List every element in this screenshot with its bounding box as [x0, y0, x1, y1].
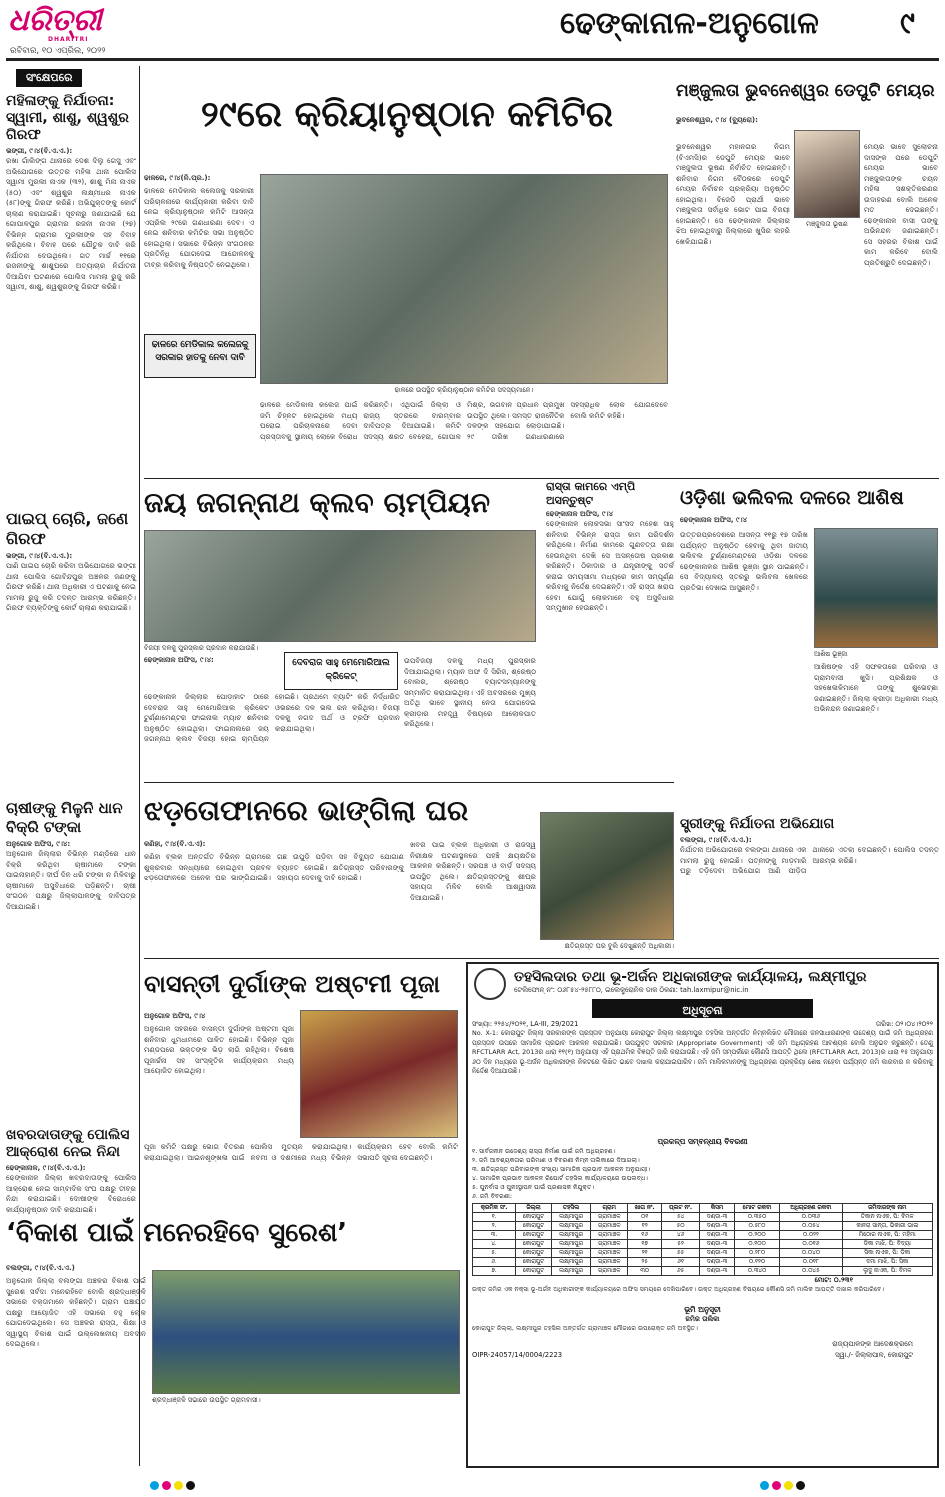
table-cell: ୦.୩୪୦ — [734, 1267, 779, 1276]
divider-2 — [144, 782, 674, 783]
brief-headline-1: ମହିଳାଙ୍କୁ ନିର୍ଯାତନା: ସ୍ୱାମୀ, ଶାଶୁ, ଶ୍ୱଶୁର ଗିରଫ — [6, 93, 129, 143]
table-cell: ୦.୨୦୦ — [734, 1231, 779, 1240]
table-cell: ୦.୦୧୬ — [780, 1240, 842, 1249]
table-cell: ୫. — [473, 1249, 516, 1258]
issue-date: ରବିବାର, ୧୦ ଏପ୍ରିଲ, ୨୦୨୨ — [10, 46, 106, 56]
land-schedule-text: କୋରାପୁଟ ଜିଲ୍ଲା, ଲକ୍ଷ୍ମୀପୁର ତହସିଲ ଅନ୍ତର୍ଗତ ଗ୍ରାମାଞ୍ଚଳ ମୌଜାରେ ଉପରୋକ୍ତ ଜମି ଅବସ୍ଥିତ। — [472, 1325, 698, 1332]
table-cell: ଦଣ୍ଡା-୩ — [700, 1267, 735, 1276]
table-cell: ଗ୍ରାମାଞ୍ଚଳ — [591, 1222, 628, 1231]
land-schedule-subtitle: ଜମିର ତାଲିକା — [685, 1315, 720, 1323]
notice-point: ୫. ପୁନର୍ବାସ ଓ ପୁନଃସ୍ଥାପନ ପାଇଁ ପ୍ରଶାସକ ନିଯୁକ୍ତ। — [472, 1184, 595, 1191]
table-header: ପ୍ଲଟ ନଂ. — [662, 1204, 700, 1213]
notice-points — [472, 1147, 933, 1201]
mayor-headline: ମଞ୍ଜୁଲତା ଭୁବନେଶ୍ୱର ଡେପୁଟି ମେୟର — [676, 81, 935, 101]
table-header: କ୍ରମିକ ସଂ. — [473, 1204, 516, 1213]
mayor-story — [676, 66, 939, 476]
notice-point: ୧. ସାର୍ବଜନୀନ ଉଦ୍ଦେଶ୍ୟ ରାସ୍ତା ନିର୍ମାଣ ପାଇଁ ଜମି ଅଧିଗ୍ରହଣ। — [472, 1148, 616, 1155]
table-cell: ଦଣ୍ଡା-୩ — [700, 1213, 735, 1222]
club-story — [144, 480, 540, 780]
table-cell: ୦.୦୨୨ — [780, 1231, 842, 1240]
government-notice — [466, 962, 939, 1468]
newspaper-logo: ଧରିତ୍ରୀ — [8, 3, 102, 38]
table-cell: ୦୧ — [628, 1213, 662, 1222]
masthead — [0, 0, 945, 62]
emblem-icon — [474, 968, 506, 1000]
storm-text-continued: ଖବର ପାଇ ବ୍ଲକ ଅଧିକାରୀ ଓ ରାଜସ୍ୱ ନିରୀକ୍ଷକ ଘଟଣାସ୍ଥଳରେ ପହଞ୍ଚି କ୍ଷୟକ୍ଷତିର ଆକଳନ କରିଛନ୍ତି। ସରପଞ୍ଚ ଓ ବାର୍ଡ଼ ସଦସ୍ୟ ଉପସ୍ଥିତ ଥିଲେ। କ୍ଷତିଗ୍ରସ୍ତଙ୍କୁ ଶୀଘ୍ର ସହାୟତା ମିଳିବ ବୋଲି ଆଶ୍ୱାସନା ଦିଆଯାଇଛି। — [410, 840, 536, 902]
notice-point: ୨. ଜମି ଆବଶ୍ୟକତାର ପରିମାଣ ଓ ବିବରଣୀ ନିମ୍ନ ତାଲିକାରେ ଦିଆଗଲା। — [472, 1157, 640, 1164]
table-cell: ଦମା ମାଝି, ପି: ସିକା — [842, 1258, 933, 1267]
club-text: ଢେଙ୍କାନାଳ ଜିଲ୍ଲାର ପୋଡ଼ାହାଟ ଠାରେ ଦେବରାଜ ସାହୁ ମେମୋରିଆଲ କ୍ରିକେଟ ଟୁର୍ଣ୍ଣାମେଣ୍ଟର ଫାଇନାଲ ମ୍ୟାଚ ଶନିବାର ଅନୁଷ୍ଠିତ ହୋଇଥିଲା। ଫାଇନାଲରେ ଜୟ ଜଗନ୍ନାଥ କ୍ଲବ ବିଜୟୀ ହୋଇ ଚାମ୍ପିୟନ ହୋଇଛି। ପ୍ରଥମେ ବ୍ୟାଟିଂ କରି ନିର୍ଦ୍ଧାରିତ ଓଭରରେ ଦଳ ଭଲ ରନ କରିଥିଲା। ବିଜୟୀ ଦଳକୁ ନଗଦ ଅର୍ଥ ଓ ଟ୍ରଫି ପ୍ରଦାନ କରାଯାଇଥିଲା। — [144, 692, 400, 743]
yellow-mark-icon — [784, 1481, 793, 1490]
table-cell: ୦.୦୩୬ — [780, 1213, 842, 1222]
mayor-text-continued: ମେୟର ଭାବେ ସୁଲୋଚନା ଦାସଙ୍କ ପରେ ଡେପୁଟି ମେୟର ଭାବେ ମଞ୍ଜୁଲତାଙ୍କ ଚୟନ ମହିଳା ସଶକ୍ତିକରଣର ଉଦାହରଣ ବୋଲି ଅନେକ ମତ ଦେଇଛନ୍ତି। ଢେଙ୍କାନାଳ ବାସୀ ତାଙ୍କୁ ଅଭିନନ୍ଦନ ଜଣାଇଛନ୍ତି। ସେ ସହରର ବିକାଶ ପାଇଁ କାମ କରିବେ ବୋଲି ପ୍ରତିଶ୍ରୁତି ଦେଇଛନ୍ତି। — [864, 142, 938, 267]
magenta-mark-icon — [772, 1481, 781, 1490]
table-header: ଜିଲ୍ଲା — [516, 1204, 552, 1213]
table-cell: କୋରାପୁଟ — [516, 1213, 552, 1222]
notice-date: ତାରିଖ: ୦୨।୦୪।୨୦୨୨ — [875, 1020, 933, 1028]
table-header: ଅଧିଗ୍ରହଣ ରକବା — [780, 1204, 842, 1213]
magenta-mark-icon — [162, 1481, 171, 1490]
club-dateline: ଢେଙ୍କାନାଳ ଅଫିସ, ୯।୪: — [144, 656, 214, 664]
durga-text-continued: ପୂଜା କମିଟି ପକ୍ଷରୁ ଭୋଗ ବିତରଣ କରାଯାଇଥିଲା। ଆଇନଶୃଙ୍ଖଳା ପାଇଁ ପୋଲିସ ମୁତୟନ କରାଯାଇଥିଲା। ନବମୀ ଓ ଦଶମୀରେ ମଧ୍ୟ ବିଭିନ୍ନ କାର୍ଯ୍ୟକ୍ରମ ହେବ ବୋଲି କମିଟି ସଭାପତି ସୂଚନା ଦେଇଛନ୍ତି। — [144, 1142, 458, 1162]
abuse-dateline: ବଲଙ୍ଗା, ୯।୪(ବି.ଏ.ଏ.): — [680, 836, 752, 844]
notice-point: ୩. କ୍ଷତିଗ୍ରସ୍ତ ପରିବାରଙ୍କ ସଂଖ୍ୟା ସାମାଜିକ ପ୍ରଭାବ ଆକଳନ ଅନୁଯାୟୀ। — [472, 1166, 651, 1173]
club-subheadline-box — [284, 652, 398, 690]
table-cell: ଗ୍ରାମାଞ୍ଚଳ — [591, 1258, 628, 1267]
mayor-caption: ମଞ୍ଜୁଲତା ଭୂଷଣ — [806, 220, 848, 228]
black-mark-icon — [186, 1481, 195, 1490]
table-cell: ୫୦ — [662, 1222, 700, 1231]
brief-headline-3: ଚାଷୀଙ୍କୁ ମିଳୁନି ଧାନ ବିକ୍ରି ଟଙ୍କା — [6, 799, 123, 836]
table-cell: ୬୧ — [662, 1258, 700, 1267]
notice-signatory-2: ସ୍ୱା./- ଜିଲ୍ଲାପାଳ, କୋରାପୁଟ — [835, 1351, 913, 1359]
table-header: ମୋଟ ରକବା — [734, 1204, 779, 1213]
table-cell: ଲୁଦୁ ନାଏକ, ପି: ବିମଳ — [842, 1267, 933, 1276]
suresh-photo — [152, 1270, 460, 1394]
cyan-mark-icon — [760, 1481, 769, 1490]
table-cell: ୪. — [473, 1240, 516, 1249]
brief-headline-2: ପାଇପ୍ ଚୋରି, ଜଣେ ଗିରଫ — [6, 509, 129, 548]
table-cell: ୨୫ — [628, 1258, 662, 1267]
table-cell: ଲକ୍ଷ୍ମୀପୁର — [551, 1258, 590, 1267]
table-cell: ୧୬ — [628, 1231, 662, 1240]
table-cell: ଗ୍ରାମାଞ୍ଚଳ — [591, 1231, 628, 1240]
table-cell: ୫୨ — [662, 1240, 700, 1249]
table-cell: ୦.୧୦୦ — [734, 1240, 779, 1249]
storm-photo — [540, 812, 674, 940]
brief-dateline-1: ଭଙ୍ଗୀ, ୯।୪(ବି.ଏ.ଏ.): — [6, 147, 73, 155]
color-registration-marks-right — [760, 1481, 805, 1491]
table-cell: ଦଣ୍ଡା-୩ — [700, 1258, 735, 1267]
table-cell: ମିଠୋର ନାଏକ, ପି: ମହିମା — [842, 1231, 933, 1240]
road-text: ଢେଙ୍କାନାଳ ଲୋକସଭା ସାଂସଦ ମହେଶ ସାହୁ ଶନିବାର ବିଭିନ୍ନ ରାସ୍ତା କାମ ପରିଦର୍ଶନ କରିଥିଲେ। ନିର୍ମାଣ କାମରେ ଗୁଣବତ୍ତା ରକ୍ଷା ହେଉନଥିବା ଦେଖି ସେ ଅସନ୍ତୋଷ ପ୍ରକାଶ କରିଛନ୍ତି। ଠିକାଦାର ଓ ଯନ୍ତ୍ରୀଙ୍କୁ ସତର୍କ କରାଇ ସମୟସୀମା ମଧ୍ୟରେ କାମ ସମ୍ପୂର୍ଣ୍ଣ କରିବାକୁ ନିର୍ଦ୍ଦେଶ ଦେଇଛନ୍ତି। ଏହି ରାସ୍ତା ଖରାପ ହେବା ଯୋଗୁଁ ଲୋକମାନେ ବହୁ ଅସୁବିଧାର ସମ୍ମୁଖୀନ ହେଉଛନ୍ତି। — [546, 519, 674, 612]
table-cell: ୩. — [473, 1231, 516, 1240]
abuse-text: ନିର୍ଯାତନା ଅଭିଯୋଗରେ ବଲଙ୍ଗା ଥାନାରେ ଏକ ମାମଲା ରୁଜୁ ହୋଇଛି। ପତ୍ନୀଙ୍କୁ ମାଡ଼ମାରି ଘରୁ ତଡ଼ିଦେବା ଅଭିଯୋଗ ଆଣି ପୀଡ଼ିତା ଥାନାରେ ଏତଲା ଦେଇଛନ୍ତି। ପୋଲିସ ତଦନ୍ତ ଆରମ୍ଭ କରିଛି। — [680, 845, 939, 875]
table-cell: ଦଣ୍ଡା-୩ — [700, 1240, 735, 1249]
suresh-headline: ‘ବିକାଶ ପାଇଁ ମନେରହିବେ ସୁରେଶ’ — [6, 1218, 348, 1248]
yellow-mark-icon — [174, 1481, 183, 1490]
color-registration-marks-left — [150, 1481, 195, 1491]
notice-office: ତହସିଲଦାର ତଥା ଭୂ-ଅର୍ଜନ ଅଧିକାରୀଙ୍କ କାର୍ଯ୍ୟାଳୟ, ଲକ୍ଷ୍ମୀପୁର — [514, 969, 867, 985]
storm-headline: ଝଡ଼ତୋଫାନରେ ଭାଙ୍ଗିଲା ଘର — [144, 794, 469, 827]
table-cell: ଡିକା ମାଝି, ପି: ବିଦ୍ୟା — [842, 1240, 933, 1249]
suresh-caption: ଶ୍ରଦ୍ଧାଞ୍ଜଳି ସଭାରେ ଉପସ୍ଥିତ ଗ୍ରାମବାସୀ। — [152, 1396, 261, 1404]
lead-text: ଢାଳରେ ମେଡିକାଲ କଲେଜକୁ ସରକାରୀ ପରିଚାଳନାରେ କାର୍ଯ୍ୟକାରୀ କରିବା ଦାବି ନେଇ କ୍ରିୟାନୁଷ୍ଠାନ କମିଟି ଆସନ୍ତା ଏପ୍ରିଲ ୨୯ରେ ଗଣଧାରଣା ଦେବ। ଏ ନେଇ ଶନିବାର କମିଟିର ସଭା ଅନୁଷ୍ଠିତ ହୋଇଥିଲା। ସଭାରେ ବିଭିନ୍ନ ସଂଗଠନର ପ୍ରତିନିଧି ଯୋଗଦେଇ ଆନ୍ଦୋଳନକୁ ତୀବ୍ର କରିବାକୁ ନିଷ୍ପତ୍ତି ନେଇଥିଲେ। — [144, 186, 254, 269]
table-header: ଗ୍ରାମ — [591, 1204, 628, 1213]
table-cell: ୦.୨୮୦ — [734, 1249, 779, 1258]
brief-dateline-3: ଅନୁଗୋଳ ଅଫିସ, ୯।୪: — [6, 840, 71, 848]
table-cell: ୦.୦୪୦ — [780, 1249, 842, 1258]
club-photo — [144, 530, 536, 642]
lead-subheadline: ଢାଳରେ ମେଡିକାଲ କଲେଜକୁ ସରକାର ହାତକୁ ନେବା ଦାବି — [151, 340, 249, 363]
abuse-story — [680, 814, 939, 954]
club-text-continued: ଉପବିଜୟୀ ଦଳକୁ ମଧ୍ୟ ପୁରସ୍କାର ଦିଆଯାଇଥିଲା। ମ୍ୟାନ ଅଫ ଦି ସିରିଜ, ଶ୍ରେଷ୍ଠ ବୋଲର, ଶ୍ରେଷ୍ଠ ବ୍ୟାଟସମ୍ୟାନଙ୍କୁ ସମ୍ମାନିତ କରାଯାଇଥିଲା। ଏହି ଅବସରରେ ମୁଖ୍ୟ ଅତିଥି ଭାବେ ସ୍ଥାନୀୟ ନେତା ଯୋଗଦେଇ କ୍ରୀଡ଼ାର ମହତ୍ତ୍ୱ ବିଷୟରେ ଆଲୋକପାତ କରିଥିଲେ। — [404, 656, 536, 728]
table-cell: କୋରାପୁଟ — [516, 1240, 552, 1249]
notice-footer-note: ଉକ୍ତ ଜମିର ଏକ ନକ୍ସା ଭୂ-ଅର୍ଜନ ଅଧିକାରୀଙ୍କ କାର୍ଯ୍ୟାଳୟରେ ଅଫିସ ସମୟରେ ଦେଖିପାରିବେ। ଉକ୍ତ ଅଧିଗ୍ରହଣ ବିଷୟରେ କୌଣସି ଜମି ମାଲିକ ଆପତ୍ତି ଦାଖଲ କରିପାରିବେ। — [472, 1286, 885, 1293]
volleyball-text: ଉତ୍ତରପ୍ରଦେଶରେ ଆସନ୍ତା ୧୧ରୁ ୧୭ ତାରିଖ ପର୍ଯ୍ୟନ୍ତ ଅନୁଷ୍ଠିତ ହେବାକୁ ଥିବା ଜାତୀୟ ଭଲିବଲ ଟୁର୍ଣ୍ଣାମେଣ୍ଟରେ ଓଡ଼ିଶା ଦଳରେ ଢେଙ୍କାନାଳର ଆଶିଷ ଭୂଞ୍ଜା ସ୍ଥାନ ପାଇଛନ୍ତି। ସେ ବିଦ୍ୟାଳୟ ସ୍ତରରୁ ଭଲିବଲ ଖେଳରେ ପ୍ରତିଭା ଦେଖାଇ ଆସୁଛନ୍ତି। — [680, 530, 808, 592]
notice-title-bar — [592, 999, 813, 1018]
storm-dateline: କଣିହା, ୯।୪(ବି.ଏ.ଏ): — [144, 840, 206, 848]
table-cell: ୬୫ — [662, 1267, 700, 1276]
table-header-row — [473, 1204, 933, 1213]
table-cell: ୦.୩୫୦ — [734, 1213, 779, 1222]
brief-text-1: ରଖା ଗାଁଲିଙ୍ଗ ଥାନାରେ ଦେଶ ଦିଲୁ ଗେସୁ ଏବଂ ଅଭିଯୋଗରେ ଉତ୍ତର ମହିଳା ଥାନା ପୋଲିସ ସ୍ୱାମୀ ମୁରଲୀ ନାଏକ (୩୨), ଶାଶୁ ମିନା ନାଏକ (୫୦) ଏବଂ ଶ୍ୱଶୁର ଲକ୍ଷ୍ମୀଧର ନାଏକ (୫୮)ଙ୍କୁ ଗିରଫ କରିଛି। ଅଭିଯୁକ୍ତଙ୍କୁ କୋର୍ଟ ଚାଲାଣ କରାଯାଇଛି। ସୂଚନାରୁ ଜଣାଯାଇଛି ଯେ ଗୋପାଳପୁର ଗ୍ରାମର ରଜନୀ ନାଏକ (୨୭) ବିଭିନ୍ନ ଗ୍ରାମର ମୁରଲୀଙ୍କ ସହ ବିବାହ କରିଥିଲେ। ବିବାହ ପରେ ଯୌତୁକ ଦାବି କରି ନିର୍ଯାତନା ଦେଉଥିଲେ। ଗତ ମାର୍ଚ୍ଚ ୧୧ରେ ରଜନୀଙ୍କୁ ଶାଶୁଘରେ ଅତ୍ୟାଚାର ନିର୍ଯାତନା ଦିଆଯିବା ଘଟଣାରେ ପୋଲିସ ମାମଲା ରୁଜୁ କରି ସ୍ୱାମୀ, ଶାଶୁ, ଶ୍ୱଶୁରଙ୍କୁ ଗିରଫ କରିଛି। — [6, 156, 136, 291]
table-cell: କୋରାପୁଟ — [516, 1231, 552, 1240]
table-cell: କୋରାପୁଟ — [516, 1249, 552, 1258]
table-cell: ଦଣ୍ଡା-୩ — [700, 1231, 735, 1240]
table-cell: ୧. — [473, 1213, 516, 1222]
divider-3 — [144, 958, 939, 959]
suresh-dateline: ବଲଙ୍ଗା, ୯।୪(ବି.ଏ.ଏ.) — [6, 1264, 75, 1272]
road-headline: ରାସ୍ତା କାମରେ ଏମ୍‌ପି ଅସନ୍ତୁଷ୍ଟ — [546, 480, 636, 507]
cyan-mark-icon — [150, 1481, 159, 1490]
table-header: ଖାତା ନଂ. — [628, 1204, 662, 1213]
table-cell: କୋରାପୁଟ — [516, 1267, 552, 1276]
divider-1 — [144, 478, 939, 479]
notice-body: No. X-1: କୋରାପୁଟ ଜିଲ୍ଲା ସରକାରଙ୍କ ପ୍ରସ୍ତାବ ଅନୁଯାୟୀ କୋରାପୁଟ ଜିଲ୍ଲା ଲକ୍ଷ୍ମୀପୁର ତହସିଲ ଅନ୍ତର୍ଗତ ନିମ୍ନଲିଖିତ ମୌଜାରେ ଜନସାଧାରଣଙ୍କ ଉଦ୍ଦେଶ୍ୟ ପାଇଁ ଜମି ଅଧିଗ୍ରହଣ ପ୍ରସ୍ତାବ ଉପରେ ସାମାଜିକ ପ୍ରଭାବ ଆକଳନ କରାଯାଇଛି। ଉପଯୁକ୍ତ ସରକାର (Appropriate Government) ଏହି ଜମି ଅଧିଗ୍ରହଣ ଆବଶ୍ୟକ ବୋଲି ଅନୁଭବ କରୁଛନ୍ତି। ତେଣୁ RFCTLARR Act, 2013ର ଧାରା ୧୧(୧) ଅନୁଯାୟୀ ଏହି ପ୍ରାଥମିକ ବିଜ୍ଞପ୍ତି ଜାରି କରାଯାଉଛି। ଏହି ଜମି ସମ୍ପର୍କରେ କୌଣସି ଆପତ୍ତି ଥିଲେ (RFCTLARR Act, 2013)ର ଧାରା ୧୫ ଅନୁଯାୟୀ ୬୦ ଦିନ ମଧ୍ୟରେ ଭୂ-ଅର୍ଜନ ଅଧିକାରୀଙ୍କ ନିକଟରେ ଲିଖିତ ଭାବେ ଦାଖଲ କରାଯାଇପାରିବ। ଜମି ମାଲିକମାନଙ୍କୁ ଅଧିଗ୍ରହଣ ପ୍ରକ୍ରିୟା ଶେଷ ନହେବା ପର୍ଯ୍ୟନ୍ତ ଜମି କାରବାର ନ କରିବାକୁ ନିର୍ଦ୍ଦେଶ ଦିଆଯାଉଛି। — [472, 1029, 933, 1076]
table-cell: ୧୭ — [628, 1240, 662, 1249]
table-cell: କାନରା ସାନ୍ତା, ଭିକାରୀ ଭାଇ — [842, 1222, 933, 1231]
suresh-story — [6, 1206, 462, 1468]
table-cell: ଲକ୍ଷ୍ମୀପୁର — [551, 1231, 590, 1240]
table-cell: କୋରାପୁଟ — [516, 1222, 552, 1231]
table-cell: ଗ୍ରାମାଞ୍ଚଳ — [591, 1240, 628, 1249]
notice-signatory: ରାଜ୍ୟପାଳଙ୍କ ଆଦେଶକ୍ରମେ — [832, 1340, 913, 1348]
land-schedule-title: ଭୂମି ଅନୁସୂଚୀ — [684, 1305, 721, 1314]
table-header: କିସମ — [700, 1204, 735, 1213]
table-row — [473, 1267, 933, 1276]
notice-contact: ଟେଲିଫୋନ୍ ନଂ: ୦୬୮୫୪-୨୫୮୮୦, ଇଲେକ୍ଟ୍ରୋନିକ ଡାକ ଠିକଣା: tah.laxmipur@nic.in — [514, 986, 749, 994]
brief-text-3: ଅନୁଗୋଳ ଜିଲ୍ଲାର ବିଭିନ୍ନ ମଣ୍ଡିରେ ଧାନ ବିକ୍ରି କରିଥିବା ଚାଷୀମାନେ ଟଙ୍କା ପାଇନାହାନ୍ତି। ଦୀର୍ଘ ଦିନ ଧରି ଟଙ୍କା ନ ମିଳିବାରୁ ଚାଷୀମାନେ ଅସୁବିଧାରେ ପଡ଼ିଛନ୍ତି। ଚାଷୀ ସଂଗଠନ ପକ୍ଷରୁ ଜିଲ୍ଲାପାଳଙ୍କୁ ଦାବିପତ୍ର ଦିଆଯାଇଛି। — [6, 849, 136, 911]
table-cell: ଲକ୍ଷ୍ମୀପୁର — [551, 1249, 590, 1258]
notice-point: ୬. ଜମି ବିବରଣୀ: — [472, 1193, 512, 1200]
notice-reference: ସଂଖ୍ୟା: ୨୨୫୪/୨୦୨୧, LA-III, 29/2021 — [472, 1020, 579, 1028]
table-cell: ଗ୍ରାମାଞ୍ଚଳ — [591, 1249, 628, 1258]
table-cell: ୦.୫୮୦ — [734, 1222, 779, 1231]
table-total: ମୋଟ: ୦.୨୩୧ — [814, 1276, 853, 1284]
durga-text: ଅନୁଗୋଳ ସହରରେ ବାସନ୍ତୀ ଦୁର୍ଗାଙ୍କ ଅଷ୍ଟମୀ ପୂଜା ଶନିବାର ଧୁମଧାମରେ ପାଳିତ ହୋଇଛି। ବିଭିନ୍ନ ପୂଜା ମଣ୍ଡପରେ ଭକ୍ତଙ୍କ ଭିଡ଼ ଲାଗି ରହିଥିଲା। ବିଶେଷ ପୂଜାର୍ଚ୍ଚନା ସହ ସାଂସ୍କୃତିକ କାର୍ଯ୍ୟକ୍ରମ ମଧ୍ୟ ଆୟୋଜିତ ହୋଇଥିଲା। — [144, 1024, 294, 1075]
table-row — [473, 1213, 933, 1222]
table-row — [473, 1258, 933, 1267]
brief-dateline-4: ଢେଙ୍କାନାଳ, ୯।୪(ବି.ଏ.ଏ.): — [6, 1164, 86, 1172]
table-row — [473, 1231, 933, 1240]
volleyball-headline: ଓଡ଼ିଶା ଭଲିବଲ ଦଳରେ ଆଶିଷ — [680, 487, 904, 509]
table-cell: ୦.୦୪୫ — [780, 1267, 842, 1276]
lead-headline: ୨୯ରେ କ୍ରିୟାନୁଷ୍ଠାନ କମିଟିର — [200, 94, 614, 135]
brief-text-4: ଢେଙ୍କାନାଳ ଜିଲ୍ଲା ଖବରଦାତାଙ୍କୁ ପୋଲିସ ଆକ୍ରୋଶ ନେଇ ସାମ୍ବାଦିକ ସଂଘ ପକ୍ଷରୁ ତୀବ୍ର ନିନ୍ଦା କରାଯାଇଛି। ଦୋଷୀଙ୍କ ବିରୋଧରେ କାର୍ଯ୍ୟାନୁଷ୍ଠାନ ଦାବି କରାଯାଇଛି। — [6, 1173, 136, 1214]
table-cell: ଲକ୍ଷ୍ମୀପୁର — [551, 1267, 590, 1276]
table-cell: ୬. — [473, 1258, 516, 1267]
abuse-headline: ସ୍ତ୍ରୀଙ୍କୁ ନିର୍ଯାତନା ଅଭିଯୋଗ — [680, 816, 835, 832]
page-number: ୯ — [900, 6, 915, 41]
table-cell: ୧୨ — [628, 1222, 662, 1231]
lead-photo — [260, 174, 668, 384]
table-row — [473, 1240, 933, 1249]
logo-subtitle: DHARITRI — [48, 36, 89, 43]
table-cell: ୭. — [473, 1267, 516, 1276]
road-story — [546, 480, 674, 780]
road-dateline: ଢେଙ୍କାନାଳ ଅଫିସ, ୯।୪ — [546, 510, 614, 518]
mayor-photo — [794, 130, 860, 218]
durga-photo — [300, 1010, 458, 1138]
durga-headline: ବାସନ୍ତୀ ଦୁର୍ଗାଙ୍କ ଅଷ୍ଟମୀ ପୂଜା — [144, 970, 440, 998]
club-subheadline: ଦେବରାଜ ସାହୁ ମେମୋରିଆଲ କ୍ରିକେଟ୍ — [292, 658, 390, 682]
table-cell: ଲକ୍ଷ୍ମୀପୁର — [551, 1213, 590, 1222]
volleyball-dateline: ଢେଙ୍କାନାଳ ଅଫିସ, ୯।୪ — [680, 516, 748, 524]
storm-text: କଣିହା ବ୍ଲକ ଅନ୍ତର୍ଗତ ବିଭିନ୍ନ ଗ୍ରାମରେ ଶୁକ୍ରବାର ସନ୍ଧ୍ୟାରେ ହୋଇଥିବା ପ୍ରବଳ ଝଡ଼ତୋଫାନରେ ଅନେକ ଘର ଭାଙ୍ଗିଯାଇଛି। ଗଛ ଉପୁଡ଼ି ପଡ଼ିବା ସହ ବିଦ୍ୟୁତ ଯୋଗାଣ ବ୍ୟାହତ ହୋଇଛି। କ୍ଷତିଗ୍ରସ୍ତ ପରିବାରଙ୍କୁ ସହାୟତା ଦେବାକୁ ଦାବି ହୋଇଛି। — [144, 852, 404, 882]
lead-story — [144, 66, 670, 476]
lead-text-continued: ଢାଳରେ ମେଡିକାଲ କଲେଜ ପାଇଁ ଜମି ଚିହ୍ନଟ ହୋଇଥିଲେ ମଧ୍ୟ ଘରୋଇ ପରିଚାଳନାରେ ଦେବା ପ୍ରସ୍ତାବକୁ ସ୍ଥାନୀୟ ଲୋକେ ବିରୋଧ କରିଛନ୍ତି। ଏଥିପାଇଁ ଜିଲ୍ଲା ଓ ରାଜ୍ୟ ସ୍ତରରେ ବାରମ୍ବାର ଦାବିପତ୍ର ଦିଆଯାଇଛି। କମିଟି ସଦସ୍ୟ ଶରତ ବେହେରା, ଗୋପାଳ ମିଶ୍ର, ଭଗବାନ ପ୍ରଧାନ ପ୍ରମୁଖ ଉପସ୍ଥିତ ଥିଲେ। ସମସ୍ତ ରାଜନୈତିକ ଦଳଙ୍କ ସହଯୋଗ ଲୋଡ଼ାଯାଇଛି। ୨୯ ତାରିଖ ଗଣଧାରଣାରେ ସହସ୍ରାଧିକ ଲୋକ ଯୋଗଦେବେ ବୋଲି କମିଟି କହିଛି। — [260, 400, 668, 441]
table-cell: ଦଣ୍ଡା-୩ — [700, 1249, 735, 1258]
storm-story — [144, 786, 676, 956]
notice-title: ଅଧିସୂଚନା — [682, 1004, 723, 1017]
brief-dateline-2: ଭଙ୍ଗୀ, ୯।୪(ବି.ଏ.ଏ.): — [6, 552, 73, 560]
table-cell: କୋରାପୁଟ — [516, 1258, 552, 1267]
land-table — [472, 1203, 933, 1276]
table-cell: ସିକା ନାଏକ, ପି: ଡିକା — [842, 1249, 933, 1258]
table-row — [473, 1249, 933, 1258]
black-mark-icon — [796, 1481, 805, 1490]
brief-text-2: ପାଣି ପାଇପ ଚୋରି କରିବା ଅଭିଯୋଗରେ ଭଙ୍ଗୀ ଥାନା ପୋଲିସ ଗୋବିନ୍ଦପୁର ଅଞ୍ଚଳର ଜଣଙ୍କୁ ଗିରଫ କରିଛି। ଥାନା ଅଧିକାରୀ ଏ ଘଟଣାକୁ ନେଇ ମାମଲା ରୁଜୁ କରି ତଦନ୍ତ ଆରମ୍ଭ କରିଛନ୍ତି। ଗିରଫ ବ୍ୟକ୍ତିଙ୍କୁ କୋର୍ଟ ଚାଲାଣ କରାଯାଇଛି। — [6, 561, 136, 612]
volleyball-caption: ଆଶିଷ ଭୂଞ୍ଜା — [814, 650, 848, 658]
table-header: ତହସିଲ — [551, 1204, 590, 1213]
table-cell: ୦.୦୧୮ — [780, 1258, 842, 1267]
lead-subheadline-box — [144, 334, 256, 378]
table-cell: ତିକାନ ନାଏକ, ପି: ବିମଳ — [842, 1213, 933, 1222]
masthead-rule — [6, 58, 939, 61]
table-cell: ଲକ୍ଷ୍ମୀପୁର — [551, 1240, 590, 1249]
volleyball-text-continued: ଆଶିଷଙ୍କ ଏହି ସଫଳତାରେ ପରିବାର ଓ ଗ୍ରାମବାସୀ ଖୁସି। ପ୍ରଶିକ୍ଷକ ଓ ସହଖେଳାଳିମାନେ ତାଙ୍କୁ ଶୁଭେଚ୍ଛା ଜଣାଇଛନ୍ତି। ଜିଲ୍ଲା କ୍ରୀଡ଼ା ଅଧିକାରୀ ମଧ୍ୟ ଅଭିନନ୍ଦନ ଜଣାଇଛନ୍ତି। — [814, 662, 938, 713]
volleyball-photo — [814, 528, 938, 648]
durga-dateline: ଅନୁଗୋଳ ଅଫିସ, ୯।୪ — [144, 1012, 206, 1020]
table-cell: ୦.୧୨୦ — [734, 1258, 779, 1267]
mayor-text: ଭୁବନେଶ୍ୱର ମହାନଗର ନିଗମ (ବିଏମସି)ର ଡେପୁଟି ମେୟର ଭାବେ ମଞ୍ଜୁଲତା ଭୂଷଣ ନିର୍ବାଚିତ ହୋଇଛନ୍ତି। ଶନିବାର ନିଗମ ବୈଠକରେ ଡେପୁଟି ମେୟର ନିର୍ବାଚନ ପ୍ରକ୍ରିୟା ଅନୁଷ୍ଠିତ ହୋଇଥିଲା। ବିଜେଡି ପ୍ରାର୍ଥୀ ଭାବେ ମଞ୍ଜୁଲତା ସର୍ବାଧିକ ଭୋଟ ପାଇ ବିଜୟୀ ହୋଇଛନ୍ତି। ସେ ଢେଙ୍କାନାଳ ଜିଲ୍ଲାର ଝିଅ ହୋଇଥିବାରୁ ଜିଲ୍ଲାରେ ଖୁସିର ଲହରି ଖେଳିଯାଇଛି। — [676, 142, 790, 246]
section-title: ଢେଙ୍କାନାଳ-ଅନୁଗୋଳ — [560, 6, 819, 41]
notice-purpose-title: ପ୍ରକଳ୍ପ ସମ୍ବନ୍ଧୀୟ ବିବରଣୀ — [657, 1137, 748, 1146]
notice-code: OIPR-24057/14/0004/2223 — [472, 1351, 563, 1359]
table-header: ଜମିଦାରଙ୍କ ନାମ — [842, 1204, 933, 1213]
suresh-text: ଅନୁଗୋଳ ଜିଲ୍ଲା ବଲଙ୍ଗା ଅଞ୍ଚଳର ବିକାଶ ପାଇଁ ସୁରେଶ ସର୍ବଦା ମନେରହିବେ ବୋଲି ଶ୍ରଦ୍ଧାଞ୍ଜଳି ସଭାରେ ବକ୍ତାମାନେ କହିଛନ୍ତି। ଗ୍ରାମ ପଞ୍ଚାୟତ ପକ୍ଷରୁ ଆୟୋଜିତ ଏହି ସଭାରେ ବହୁ ଲୋକ ଯୋଗଦେଇଥିଲେ। ସେ ଅଞ୍ଚଳର ରାସ୍ତା, ଶିକ୍ଷା ଓ ସ୍ୱାସ୍ଥ୍ୟ ବିକାଶ ପାଇଁ ଉଲ୍ଲେଖନୀୟ ଅବଦାନ ଦେଇଥିଲେ। — [6, 1276, 146, 1348]
table-cell: ୫୫ — [662, 1249, 700, 1258]
table-cell: ଗ୍ରାମାଞ୍ଚଳ — [591, 1267, 628, 1276]
table-row — [473, 1222, 933, 1231]
durga-story — [144, 962, 460, 1202]
mayor-dateline: ଭୁବନେଶ୍ୱର, ୯।୪ (ବ୍ୟୁରୋ): — [676, 116, 758, 124]
table-cell: ୨. — [473, 1222, 516, 1231]
table-cell: ୨୧ — [628, 1249, 662, 1258]
notice-point: ୪. ସାମାଜିକ ପ୍ରଭାବ ଆକଳନ ରିପୋର୍ଟ ତହସିଲ କାର୍ଯ୍ୟାଳୟରେ ଉପଲବ୍ଧ। — [472, 1175, 648, 1182]
table-cell: ଗ୍ରାମାଞ୍ଚଳ — [591, 1213, 628, 1222]
table-cell: ୦.୦୫୪ — [780, 1222, 842, 1231]
briefs-label: ସଂକ୍ଷେପରେ — [16, 69, 82, 87]
lead-dateline: ଢାଳରେ, ୯।୪(ନି.ପ୍ର.): — [144, 174, 211, 182]
club-headline: ଜୟ ଜଗନ୍ନାଥ କ୍ଲବ ଚାମ୍ପିୟନ — [144, 486, 491, 519]
brief-headline-4: ଖବରଦାତାଙ୍କୁ ପୋଲିସ ଆକ୍ରୋଶ ନେଇ ନିନ୍ଦା — [6, 1127, 130, 1160]
table-cell: ୪୬ — [662, 1231, 700, 1240]
storm-caption: କ୍ଷତିଗ୍ରସ୍ତ ଘର ବୁଲି ଦେଖୁଛନ୍ତି ଅଧିକାରୀ। — [564, 942, 674, 950]
table-cell: ଦଣ୍ଡା-୩ — [700, 1222, 735, 1231]
table-cell: ଲକ୍ଷ୍ମୀପୁର — [551, 1222, 590, 1231]
volleyball-story — [680, 480, 939, 810]
club-caption: ବିଜୟୀ ଦଳକୁ ପୁରସ୍କାର ପ୍ରଦାନ କରାଯାଉଛି। — [144, 644, 259, 652]
lead-caption: ଢାଳରେ ଉପସ୍ଥିତ କ୍ରିୟାନୁଷ୍ଠାନ କମିଟିର ସଦସ୍ୟମାନେ। — [394, 386, 534, 394]
table-cell: ୩୦ — [628, 1267, 662, 1276]
table-cell: ୫୪ — [662, 1213, 700, 1222]
